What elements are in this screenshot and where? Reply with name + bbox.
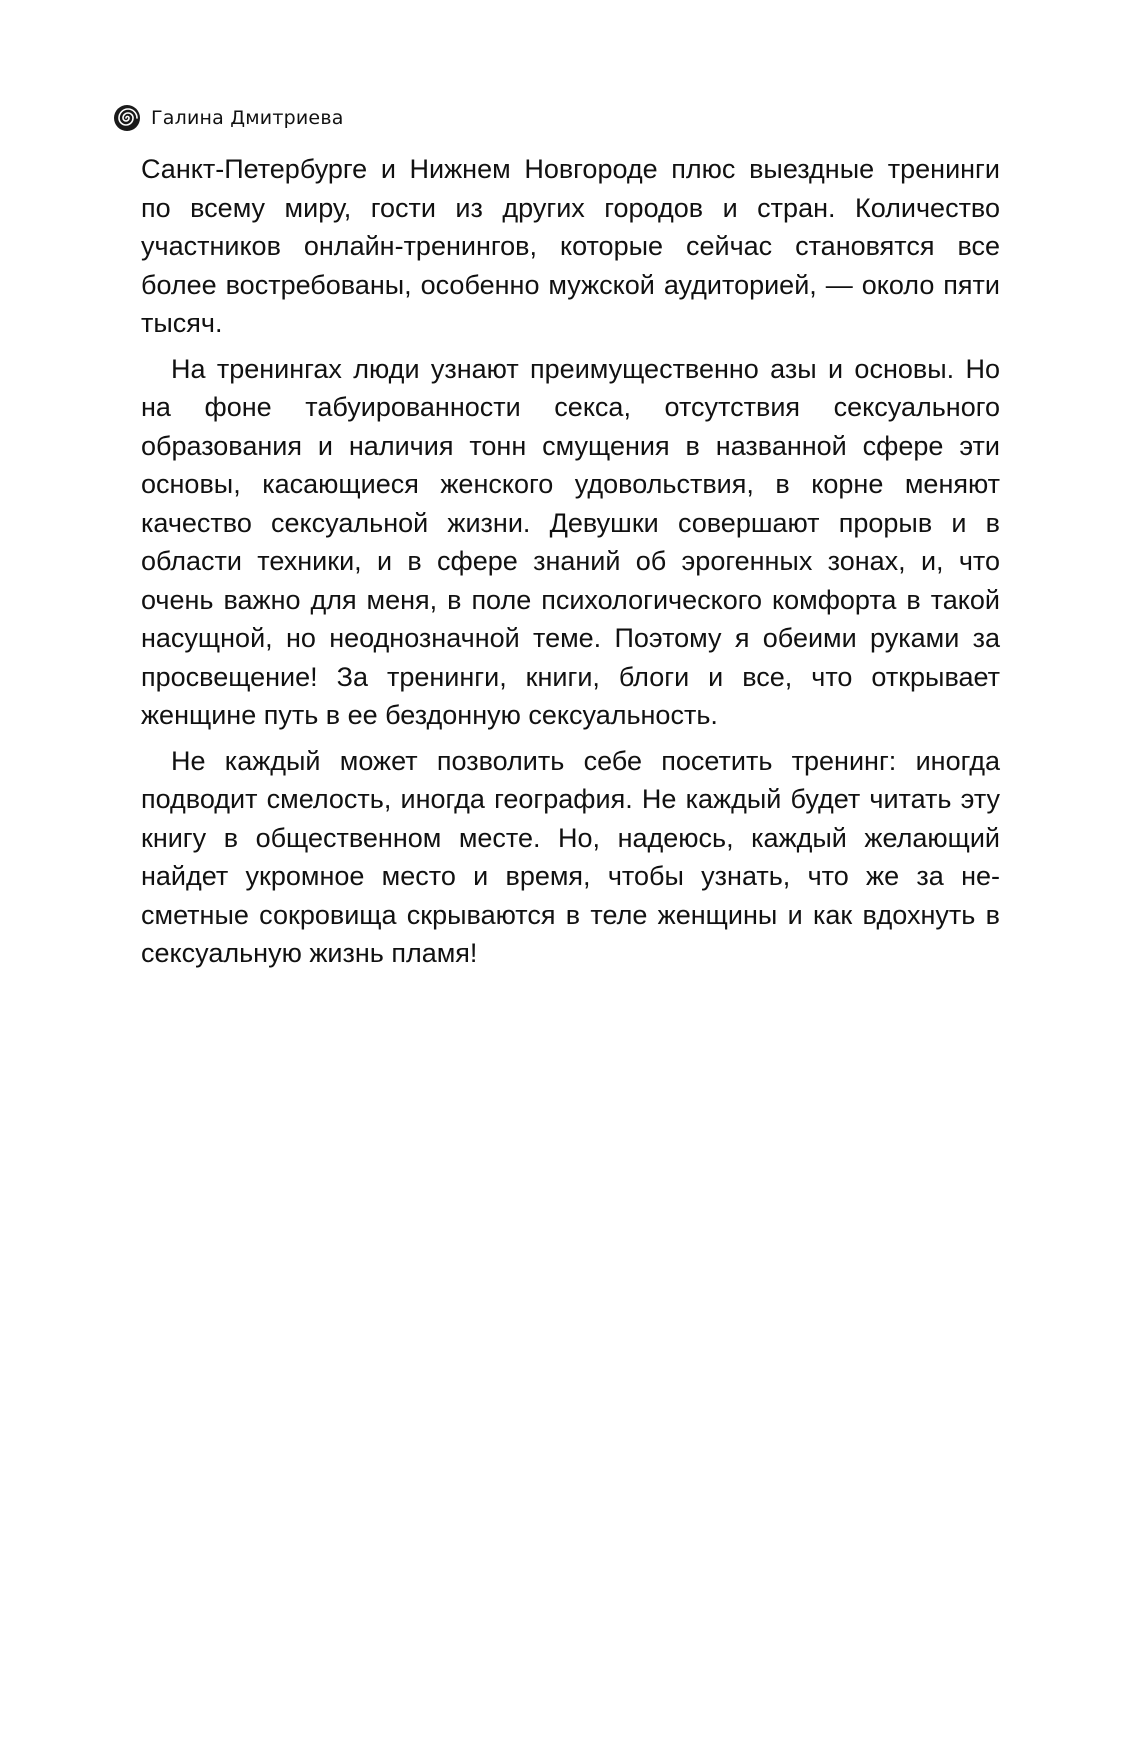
running-header (113, 104, 344, 132)
page-body (141, 150, 1000, 973)
author-name: Галина Дмитриева (151, 107, 344, 129)
paragraph: На тренингах люди узнают преимущественно азы и основы. Но на фоне табуированности секса, отсутствия сексуального образования и наличия тонн смущения в названной сфере эти основы, касающиеся женского удовольствия, в корне меняют качество сексуальной жизни. Девушки совершают прорыв и в области техники, и в сфере знаний об эрогенных зонах, и, что очень важно для меня, в поле психологического комфорта в такой насущной, но неоднозначной теме. Поэтому я обеими руками за просвещение! За тренинги, книги, блоги и все, что открывает женщине путь в ее бездонную сексуальность. (141, 353, 1000, 730)
spiral-logo-icon (113, 104, 141, 132)
paragraph: Не каждый может позволить себе посетить тренинг: иногда подводит смелость, иногда география. Не каждый будет читать эту книгу в общественном месте. Но, надеюсь, каждый желающий найдет укромное место и время, чтобы узнать, что же за несметные сокровища скрываются в теле женщины и как вдохнуть в сексуальную жизнь пламя! (141, 745, 1000, 968)
paragraph: Санкт-Петербурге и Нижнем Новгороде плюс выездные тренинги по всему миру, гости из других городов и стран. Количество участников онлайн-тренингов, которые сейчас становятся все более востребованы, особенно мужской аудиторией, — около пяти тысяч. (141, 154, 1000, 338)
